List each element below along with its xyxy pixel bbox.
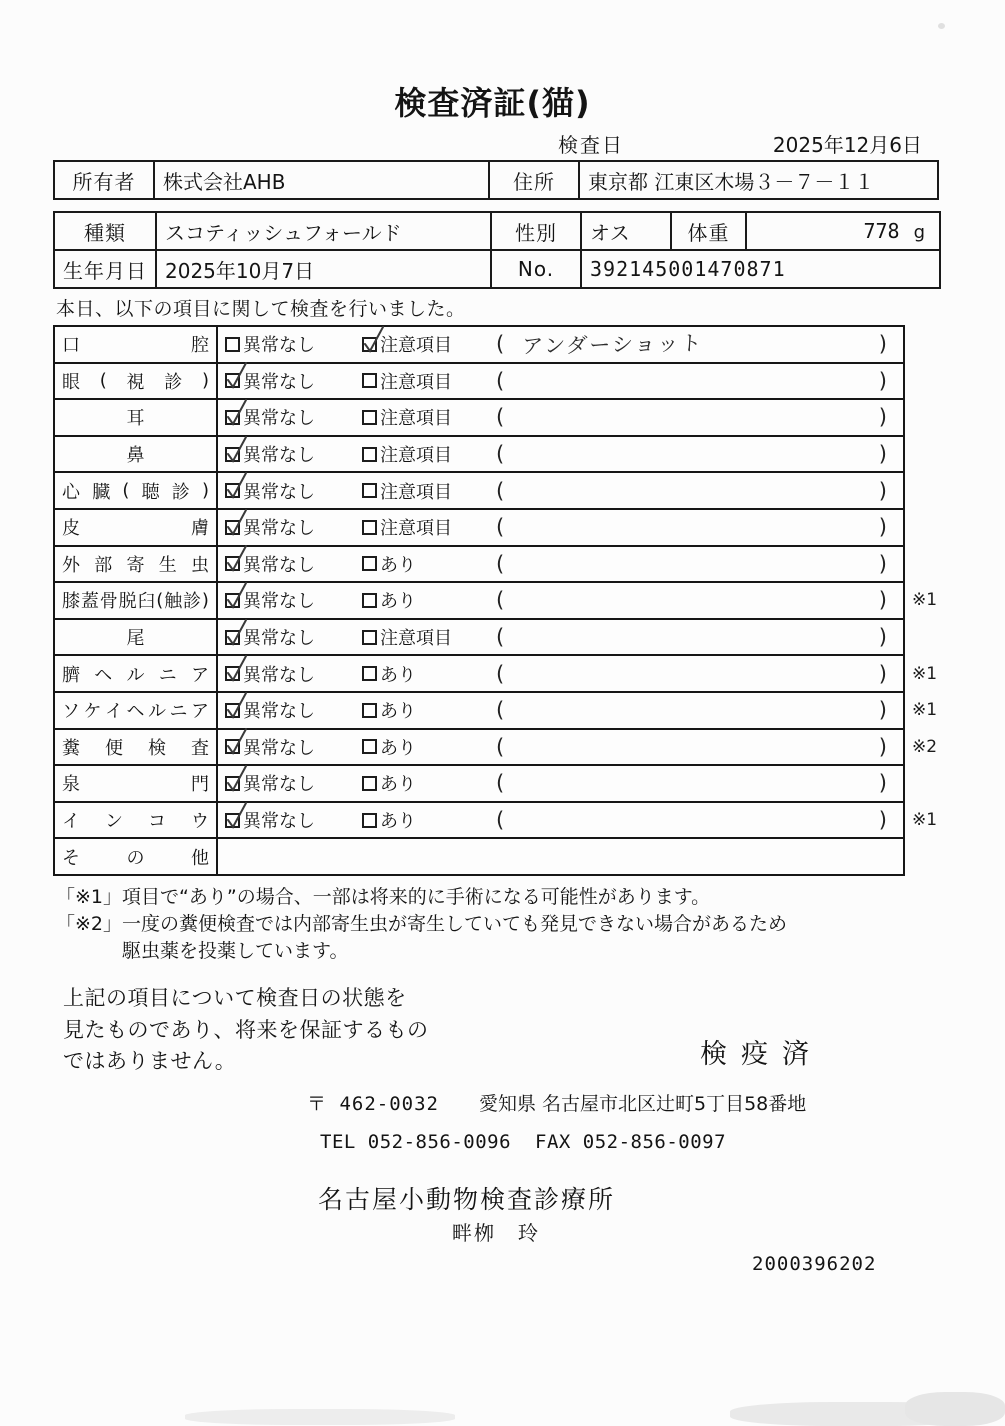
option-label: 注意項目 xyxy=(380,371,452,393)
weight-label: 体重 xyxy=(671,212,746,250)
quarantine-stamp: 検疫済 xyxy=(700,1039,823,1070)
exam-option xyxy=(225,770,362,796)
option-label: 異常なし xyxy=(243,554,315,576)
checkbox-unchecked xyxy=(362,739,377,754)
exam-option xyxy=(225,587,362,613)
paren-open: ( xyxy=(496,734,505,759)
paren-close: ) xyxy=(878,734,887,759)
clinic-postal-code: 〒 462-0032 xyxy=(307,1093,439,1115)
exam-row xyxy=(53,545,952,584)
exam-item-result xyxy=(218,510,903,545)
exam-row xyxy=(53,691,952,730)
exam-option xyxy=(225,661,362,687)
disclaimer-line-2: 見たものであり、将来を保証するもの xyxy=(63,1017,429,1042)
checkbox-checked xyxy=(225,703,240,718)
exam-option xyxy=(225,331,362,357)
exam-option xyxy=(362,478,486,504)
sex-label: 性別 xyxy=(491,212,581,250)
paren-open: ( xyxy=(496,771,505,796)
checkbox-checked xyxy=(225,666,240,681)
veterinarian-name: 畔栁 玲 xyxy=(452,1221,540,1245)
option-label: あり xyxy=(380,554,416,576)
checkbox-checked xyxy=(225,483,240,498)
footnote-2-continued: 駆虫薬を投薬しています。 xyxy=(122,940,349,962)
checkbox-checked xyxy=(225,520,240,535)
checkbox-checked xyxy=(225,739,240,754)
clinic-name: 名古屋小動物検査診療所 xyxy=(318,1185,616,1214)
option-label: 異常なし xyxy=(243,737,315,759)
paren-close: ) xyxy=(878,442,887,467)
owner-row xyxy=(54,161,938,199)
option-label: 注意項目 xyxy=(380,481,452,503)
exam-item-label: 心 臓 ( 聴 診 ) xyxy=(55,473,218,508)
exam-item-label: イ ン コ ウ xyxy=(55,803,218,838)
checkbox-checked xyxy=(225,410,240,425)
footnotes xyxy=(56,884,787,965)
paren-close: ) xyxy=(878,368,887,393)
disclaimer xyxy=(63,983,429,1078)
exam-item-label: 口 腔 xyxy=(55,327,218,362)
page-title: 検査済証(猫) xyxy=(394,84,591,122)
option-label: 異常なし xyxy=(243,811,315,833)
scan-artifact xyxy=(185,1409,455,1425)
exam-option xyxy=(362,514,486,540)
paren-open: ( xyxy=(496,515,505,540)
checkbox-unchecked xyxy=(362,593,377,608)
paren-open: ( xyxy=(496,625,505,650)
intro-text: 本日、以下の項目に関して検査を行いました。 xyxy=(56,298,466,320)
option-label: 注意項目 xyxy=(380,408,452,430)
checkbox-unchecked xyxy=(362,666,377,681)
exam-option xyxy=(362,331,486,357)
checkbox-checked xyxy=(225,630,240,645)
owner-value: 株式会社AHB xyxy=(154,161,489,199)
exam-row xyxy=(53,508,952,547)
exam-row xyxy=(53,801,952,840)
option-label: 異常なし xyxy=(243,664,315,686)
exam-item-result xyxy=(218,327,903,362)
checkbox-checked xyxy=(225,593,240,608)
footnote-ref: ※1 xyxy=(912,663,938,684)
owner-table xyxy=(53,160,939,200)
paren-close: ) xyxy=(878,405,887,430)
exam-row xyxy=(53,837,952,876)
owner-label: 所有者 xyxy=(54,161,154,199)
clinic-address-line xyxy=(307,1089,806,1116)
exam-option xyxy=(362,368,486,394)
paren-open: ( xyxy=(496,661,505,686)
exam-item-result xyxy=(218,693,903,728)
exam-row xyxy=(53,362,952,401)
paren-close: ) xyxy=(878,551,887,576)
checkbox-unchecked xyxy=(362,410,377,425)
handwritten-finding: アンダーショット xyxy=(521,331,705,359)
exam-item-label: 鼻 xyxy=(55,437,218,472)
exam-item-label: 尾 xyxy=(55,620,218,655)
checkbox-checked xyxy=(225,813,240,828)
exam-item-label: 外 部 寄 生 虫 xyxy=(55,547,218,582)
exam-item-result xyxy=(218,803,903,838)
exam-date-value: 2025年12月6日 xyxy=(772,133,922,157)
option-label: あり xyxy=(380,701,416,723)
footnote-ref: ※1 xyxy=(912,700,938,721)
option-label: 注意項目 xyxy=(380,445,452,467)
no-value: 392145001470871 xyxy=(581,250,940,288)
exam-item-result xyxy=(218,766,903,801)
exam-item-result xyxy=(218,839,903,874)
checkbox-unchecked xyxy=(362,556,377,571)
weight-unit: g xyxy=(913,222,925,243)
address-value: 東京都 江東区木場３－７－１１ xyxy=(579,161,938,199)
checkbox-checked xyxy=(225,556,240,571)
paren-close: ) xyxy=(878,698,887,723)
no-label: No. xyxy=(491,250,581,288)
sex-value: オス xyxy=(581,212,671,250)
paren-close: ) xyxy=(878,661,887,686)
exam-option xyxy=(225,404,362,430)
footnote-ref: ※2 xyxy=(912,736,938,757)
checkbox-unchecked xyxy=(362,703,377,718)
option-label: 異常なし xyxy=(243,701,315,723)
exam-row xyxy=(53,471,952,510)
clinic-contact-line xyxy=(320,1131,726,1153)
checkbox-unchecked xyxy=(362,483,377,498)
paren-open: ( xyxy=(496,405,505,430)
exam-item-result xyxy=(218,400,903,435)
exam-option xyxy=(362,587,486,613)
serial-number: 2000396202 xyxy=(752,1253,877,1275)
option-label: 注意項目 xyxy=(380,518,452,540)
exam-option xyxy=(362,441,486,467)
paren-open: ( xyxy=(496,442,505,467)
paren-open: ( xyxy=(496,478,505,503)
breed-value: スコティッシュフォールド xyxy=(156,212,491,250)
option-label: 異常なし xyxy=(243,591,315,613)
exam-option xyxy=(225,514,362,540)
paren-open: ( xyxy=(496,551,505,576)
exam-item-label: 眼 ( 視 診 ) xyxy=(55,364,218,399)
footnote-1: 「※1」項目で“あり”の場合、一部は将来的に手術になる可能性があります。 xyxy=(56,886,711,908)
breed-label: 種類 xyxy=(54,212,156,250)
checkbox-unchecked xyxy=(362,520,377,535)
exam-item-result xyxy=(218,656,903,691)
exam-option xyxy=(362,551,486,577)
exam-option xyxy=(225,697,362,723)
address-label: 住所 xyxy=(489,161,579,199)
option-label: 注意項目 xyxy=(380,335,452,357)
clinic-tel: TEL 052-856-0096 xyxy=(320,1131,512,1153)
disclaimer-line-1: 上記の項目について検査日の状態を xyxy=(63,986,407,1010)
option-label: あり xyxy=(380,664,416,686)
clinic-fax: FAX 052-856-0097 xyxy=(535,1131,727,1153)
weight-number: 778 xyxy=(863,219,900,243)
option-label: 異常なし xyxy=(243,518,315,540)
footnote-2: 「※2」一度の糞便検査では内部寄生虫が寄生していても発見できない場合があるため xyxy=(56,913,788,935)
footnote-ref: ※1 xyxy=(912,810,938,831)
option-label: あり xyxy=(380,774,416,796)
exam-item-result xyxy=(218,364,903,399)
exam-item-result xyxy=(218,547,903,582)
exam-option xyxy=(362,697,486,723)
exam-item-label: 耳 xyxy=(55,400,218,435)
exam-row xyxy=(53,654,952,693)
scan-artifact xyxy=(938,23,945,29)
exam-option xyxy=(225,441,362,467)
birth-label: 生年月日 xyxy=(54,250,156,288)
checkbox-unchecked xyxy=(362,373,377,388)
weight-value xyxy=(746,212,940,250)
option-label: 異常なし xyxy=(243,445,315,467)
option-label: 異常なし xyxy=(243,408,315,430)
pet-row-2 xyxy=(54,250,940,288)
exam-results-table xyxy=(53,325,952,876)
clinic-address: 愛知県 名古屋市北区辻町5丁目58番地 xyxy=(478,1093,807,1115)
option-label: 異常なし xyxy=(243,774,315,796)
exam-option xyxy=(225,624,362,650)
checkbox-unchecked xyxy=(362,776,377,791)
option-label: あり xyxy=(380,737,416,759)
exam-row xyxy=(53,435,952,474)
paren-open: ( xyxy=(496,332,505,357)
exam-item-label: 糞 便 検 査 xyxy=(55,730,218,765)
checkbox-checked xyxy=(225,447,240,462)
exam-item-result xyxy=(218,620,903,655)
exam-row xyxy=(53,728,952,767)
exam-item-label: 泉 門 xyxy=(55,766,218,801)
exam-row xyxy=(53,398,952,437)
option-label: 異常なし xyxy=(243,335,315,357)
exam-option xyxy=(362,624,486,650)
birth-value: 2025年10月7日 xyxy=(156,250,491,288)
exam-option xyxy=(362,734,486,760)
option-label: 異常なし xyxy=(243,371,315,393)
exam-item-label: 臍 ヘ ル ニ ア xyxy=(55,656,218,691)
pet-row-1 xyxy=(54,212,940,250)
checkbox-unchecked xyxy=(362,813,377,828)
exam-item-label: 皮 膚 xyxy=(55,510,218,545)
checkbox-checked xyxy=(362,337,377,352)
pet-table xyxy=(53,211,941,289)
option-label: あり xyxy=(380,811,416,833)
footnote-ref: ※1 xyxy=(912,590,938,611)
paren-close: ) xyxy=(878,771,887,796)
exam-option xyxy=(362,404,486,430)
checkbox-checked xyxy=(225,776,240,791)
exam-option xyxy=(225,807,362,833)
checkbox-unchecked xyxy=(362,630,377,645)
paren-open: ( xyxy=(496,698,505,723)
paren-close: ) xyxy=(878,808,887,833)
checkbox-unchecked xyxy=(225,337,240,352)
paren-close: ) xyxy=(878,478,887,503)
exam-option xyxy=(362,661,486,687)
checkbox-checked xyxy=(225,373,240,388)
exam-item-label: そ の 他 xyxy=(55,839,218,874)
exam-item-label: ソ ケ イ ヘ ル ニ ア xyxy=(55,693,218,728)
exam-option xyxy=(225,478,362,504)
paren-close: ) xyxy=(878,515,887,540)
option-label: 注意項目 xyxy=(380,628,452,650)
exam-option xyxy=(225,551,362,577)
exam-row xyxy=(53,764,952,803)
paren-close: ) xyxy=(878,625,887,650)
exam-item-result xyxy=(218,437,903,472)
exam-row xyxy=(53,581,952,620)
paren-close: ) xyxy=(878,588,887,613)
option-label: 異常なし xyxy=(243,481,315,503)
exam-item-result xyxy=(218,583,903,618)
disclaimer-line-3: ではありません。 xyxy=(63,1049,237,1073)
exam-option xyxy=(362,807,486,833)
exam-option xyxy=(225,368,362,394)
exam-option xyxy=(362,770,486,796)
paren-open: ( xyxy=(496,808,505,833)
option-label: あり xyxy=(380,591,416,613)
option-label: 異常なし xyxy=(243,628,315,650)
exam-item-result xyxy=(218,473,903,508)
paren-open: ( xyxy=(496,588,505,613)
exam-item-label: 膝 蓋 骨 脱 臼 ( 触 診 ) xyxy=(55,583,218,618)
exam-row xyxy=(53,618,952,657)
exam-row xyxy=(53,325,952,364)
exam-date-label: 検査日 xyxy=(558,133,624,157)
paren-open: ( xyxy=(496,368,505,393)
exam-option xyxy=(225,734,362,760)
scan-artifact xyxy=(905,1392,1005,1426)
checkbox-unchecked xyxy=(362,447,377,462)
exam-item-result xyxy=(218,730,903,765)
paren-close: ) xyxy=(878,332,887,357)
